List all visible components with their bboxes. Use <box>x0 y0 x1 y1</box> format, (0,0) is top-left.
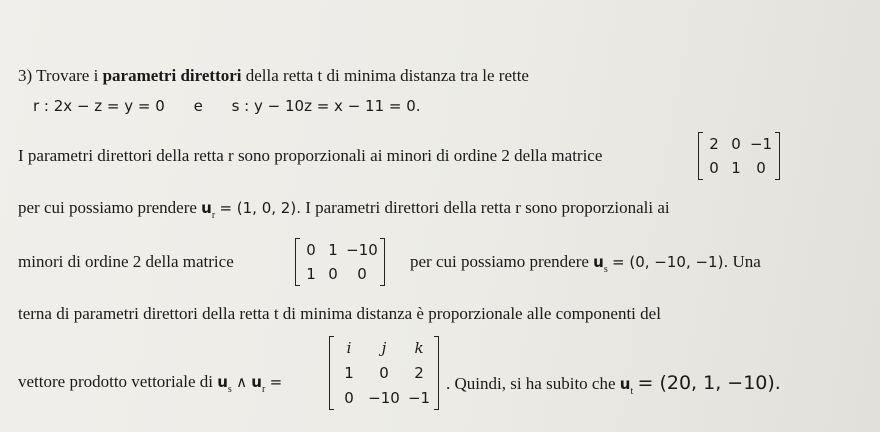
matrix-s <box>295 239 385 285</box>
problem-intro: Trovare i <box>36 66 99 85</box>
matrix-cell: 0 <box>344 389 354 407</box>
paragraph-2-before: per cui possiamo prendere <box>18 198 197 217</box>
matrix-cell: k <box>414 339 424 357</box>
matrix-cell: 0 <box>709 159 719 177</box>
paragraph-5-after: . Quindi, si ha subito che <box>446 374 616 393</box>
problem-rest: della retta t di minima distanza tra le rette <box>245 66 529 85</box>
vector-ut-value: = (20, 1, −10). <box>637 372 781 394</box>
paragraph-3-after: per cui possiamo prendere <box>410 252 589 271</box>
wedge-symbol: ∧ <box>236 373 248 391</box>
paragraph-2 <box>18 198 670 221</box>
vector-ut-sub: t <box>630 386 634 397</box>
matrix-cell: 2 <box>709 135 719 153</box>
cross-u1-sub: s <box>227 384 232 395</box>
problem-number: 3) <box>18 66 33 85</box>
matrix-cell: 1 <box>344 364 354 382</box>
matrix-cell: 1 <box>306 265 316 283</box>
problem-statement <box>18 66 529 86</box>
paragraph-3-continuation <box>410 252 761 275</box>
matrix-cell: i <box>346 339 352 357</box>
paragraph-5-continuation <box>446 372 781 397</box>
cross-u2-sub: r <box>261 384 266 395</box>
matrix-cell: 0 <box>328 265 338 283</box>
paragraph-4 <box>18 304 661 324</box>
paragraph-5 <box>18 372 282 395</box>
vector-ut-label: u <box>619 375 631 393</box>
matrix-cell: 1 <box>731 159 741 177</box>
matrix-r <box>698 133 780 179</box>
matrix-cell: 0 <box>756 159 766 177</box>
line-s-equation: s : y − 10z = x − 11 = 0. <box>231 97 421 115</box>
paragraph-3-before: minori di ordine 2 della matrice <box>18 252 234 271</box>
paragraph-1 <box>18 146 602 166</box>
matrix-cell: 0 <box>731 135 741 153</box>
matrix-cell: 1 <box>328 241 338 259</box>
matrix-cell: 2 <box>414 364 424 382</box>
matrix-cell: −1 <box>407 389 431 407</box>
cross-u1: u <box>217 373 228 391</box>
paragraph-3-end: Una <box>732 252 761 271</box>
matrix-cell: 0 <box>306 241 316 259</box>
matrix-cell: −10 <box>346 241 378 259</box>
vector-u-label: u <box>201 199 212 217</box>
problem-bold: parametri direttori <box>102 66 242 85</box>
vector-u-sub: r <box>211 210 216 221</box>
cross-u2: u <box>251 373 262 391</box>
paragraph-1-text: I parametri direttori della retta r sono proporzionali ai minori di ordine 2 della matrice <box>18 146 603 165</box>
lines-equations <box>33 97 421 115</box>
matrix-cell: −10 <box>368 389 400 407</box>
vector-us-value: = (0, −10, −1). <box>612 253 729 271</box>
vector-us-label: u <box>593 253 604 271</box>
matrix-cell: j <box>381 339 387 357</box>
matrix-cell: 0 <box>379 364 389 382</box>
vector-ur-value: = (1, 0, 2). <box>219 199 301 217</box>
line-r-equation: r : 2x − z = y = 0 <box>33 97 165 115</box>
conjunction-e: e <box>193 97 203 115</box>
equals-symbol: = <box>269 373 283 391</box>
paragraph-4-text: terna di parametri direttori della retta t di minima distanza è proporzionale alle componenti del <box>18 304 661 323</box>
paragraph-3 <box>18 252 234 272</box>
paragraph-5-before: vettore prodotto vettoriale di <box>18 372 213 391</box>
matrix-cell: −1 <box>749 135 773 153</box>
paragraph-2-after: I parametri direttori della retta r sono proporzionali ai <box>305 198 670 217</box>
matrix-cell: 0 <box>357 265 367 283</box>
cross-product-matrix <box>329 337 439 409</box>
vector-us-sub: s <box>603 264 608 275</box>
